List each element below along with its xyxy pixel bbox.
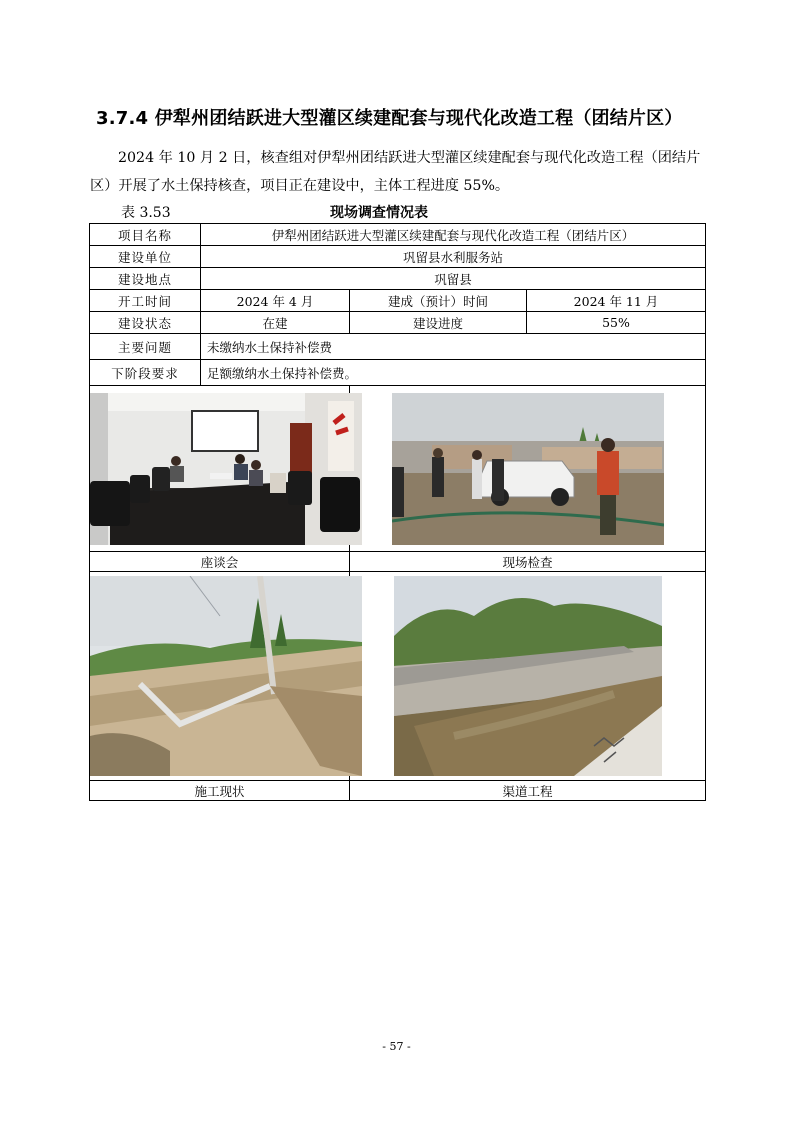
- next-label: 下阶段要求: [90, 360, 201, 386]
- project-name-label: 项目名称: [90, 224, 201, 246]
- builder-value: 巩留县水利服务站: [201, 246, 706, 268]
- location-value: 巩留县: [201, 268, 706, 290]
- project-name-value: 伊犁州团结跃进大型灌区续建配套与现代化改造工程（团结片区）: [201, 224, 706, 246]
- table-title: 现场调查情况表: [330, 205, 428, 221]
- table-row: [90, 334, 706, 360]
- finish-value: 2024 年 11 月: [527, 290, 706, 312]
- photo-caption-row: [90, 552, 706, 572]
- photo-caption-inspection: 现场检查: [350, 552, 706, 572]
- photo-inspection: [350, 386, 706, 552]
- construction-site-photo: [90, 576, 362, 776]
- meeting-room-photo: [90, 393, 362, 545]
- table-row: [90, 268, 706, 290]
- progress-value: 55%: [527, 312, 706, 334]
- table-number: 表 3.53: [121, 205, 171, 221]
- photo-caption-construction: 施工现状: [90, 781, 350, 801]
- builder-label: 建设单位: [90, 246, 201, 268]
- photo-caption-row: [90, 781, 706, 801]
- status-value: 在建: [201, 312, 350, 334]
- next-value: 足额缴纳水土保持补偿费。: [201, 360, 706, 386]
- site-inspection-photo: [392, 393, 664, 545]
- table-row: [90, 290, 706, 312]
- problem-label: 主要问题: [90, 334, 201, 360]
- problem-value: 未缴纳水土保持补偿费: [201, 334, 706, 360]
- status-label: 建设状态: [90, 312, 201, 334]
- table-row: [90, 246, 706, 268]
- photo-caption-meeting: 座谈会: [90, 552, 350, 572]
- photo-caption-canal: 渠道工程: [350, 781, 706, 801]
- location-label: 建设地点: [90, 268, 201, 290]
- photo-row: [90, 386, 706, 552]
- intro-paragraph: 2024 年 10 月 2 日，核查组对伊犁州团结跃进大型灌区续建配套与现代化改造工程（团结片区）开展了水土保持核查，项目正在建设中，主体工程进度 55%。: [90, 150, 701, 194]
- photo-canal: [350, 572, 706, 781]
- table-row: [90, 360, 706, 386]
- photo-row: [90, 572, 706, 781]
- survey-table: [89, 223, 706, 801]
- photo-construction: [90, 572, 350, 781]
- page-number: - 57 -: [382, 1040, 411, 1053]
- table-row: [90, 224, 706, 246]
- photo-meeting: [90, 386, 350, 552]
- progress-label: 建设进度: [350, 312, 527, 334]
- start-value: 2024 年 4 月: [201, 290, 350, 312]
- canal-works-photo: [394, 576, 662, 776]
- section-heading: 3.7.4 伊犁州团结跃进大型灌区续建配套与现代化改造工程（团结片区）: [96, 108, 683, 129]
- start-label: 开工时间: [90, 290, 201, 312]
- finish-label: 建成（预计）时间: [350, 290, 527, 312]
- table-row: [90, 312, 706, 334]
